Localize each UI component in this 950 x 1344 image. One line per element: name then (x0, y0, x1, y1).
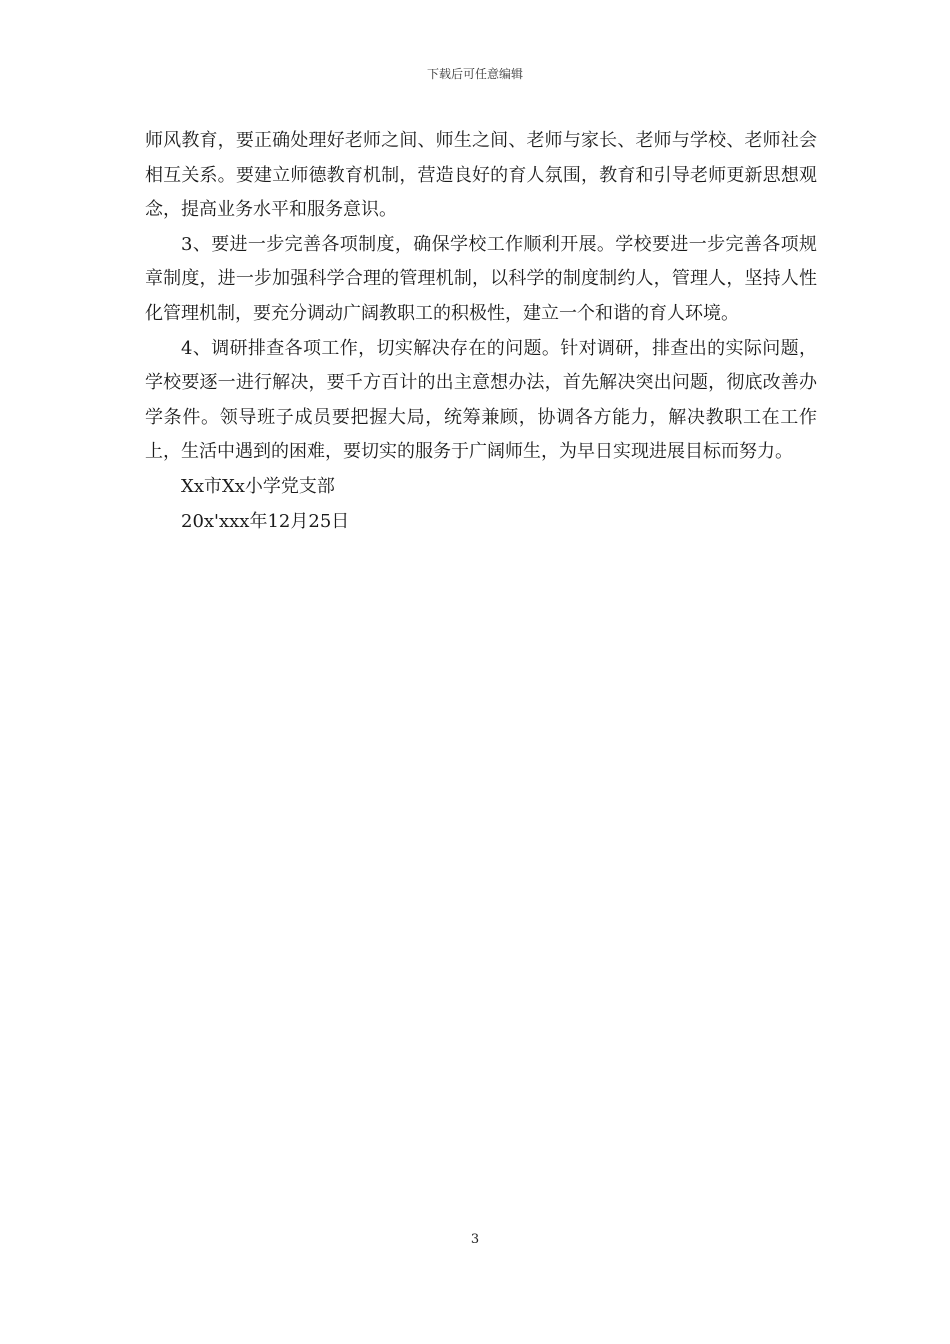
signature-date: 20x'xxx年12月25日 (181, 510, 350, 532)
paragraph-continuation: 师风教育，要正确处理好老师之间、师生之间、老师与家长、老师与学校、老师社会相互关系。要建立师德教育机制，营造良好的育人氛围，教育和引导老师更新思想观念，提高业务水平和服务意识。 (145, 130, 817, 221)
paragraph-item-4: 4、调研排查各项工作，切实解决存在的问题。针对调研，排查出的实际问题，学校要逐一进行解决，要千方百计的出主意想办法，首先解决突出问题，彻底改善办学条件。领导班子成员要把握大局，统筹兼顾，协调各方能力，解决教职工在工作上，生活中遇到的困难，要切实的服务于广阔师生，为早日实现进展目标而努力。 (145, 337, 817, 463)
page-number: 3 (470, 1232, 480, 1247)
paragraph-item-3: 3、要进一步完善各项制度，确保学校工作顺利开展。学校要进一步完善各项规章制度，进一步加强科学合理的管理机制，以科学的制度制约人，管理人，坚持人性化管理机制，要充分调动广阔教职工的积极性，建立一个和谐的育人环境。 (145, 233, 817, 324)
page-header: 下载后可任意编辑 (426, 67, 523, 81)
signature-organization: Xx市Xx小学党支部 (181, 475, 335, 497)
document-body (145, 124, 817, 539)
